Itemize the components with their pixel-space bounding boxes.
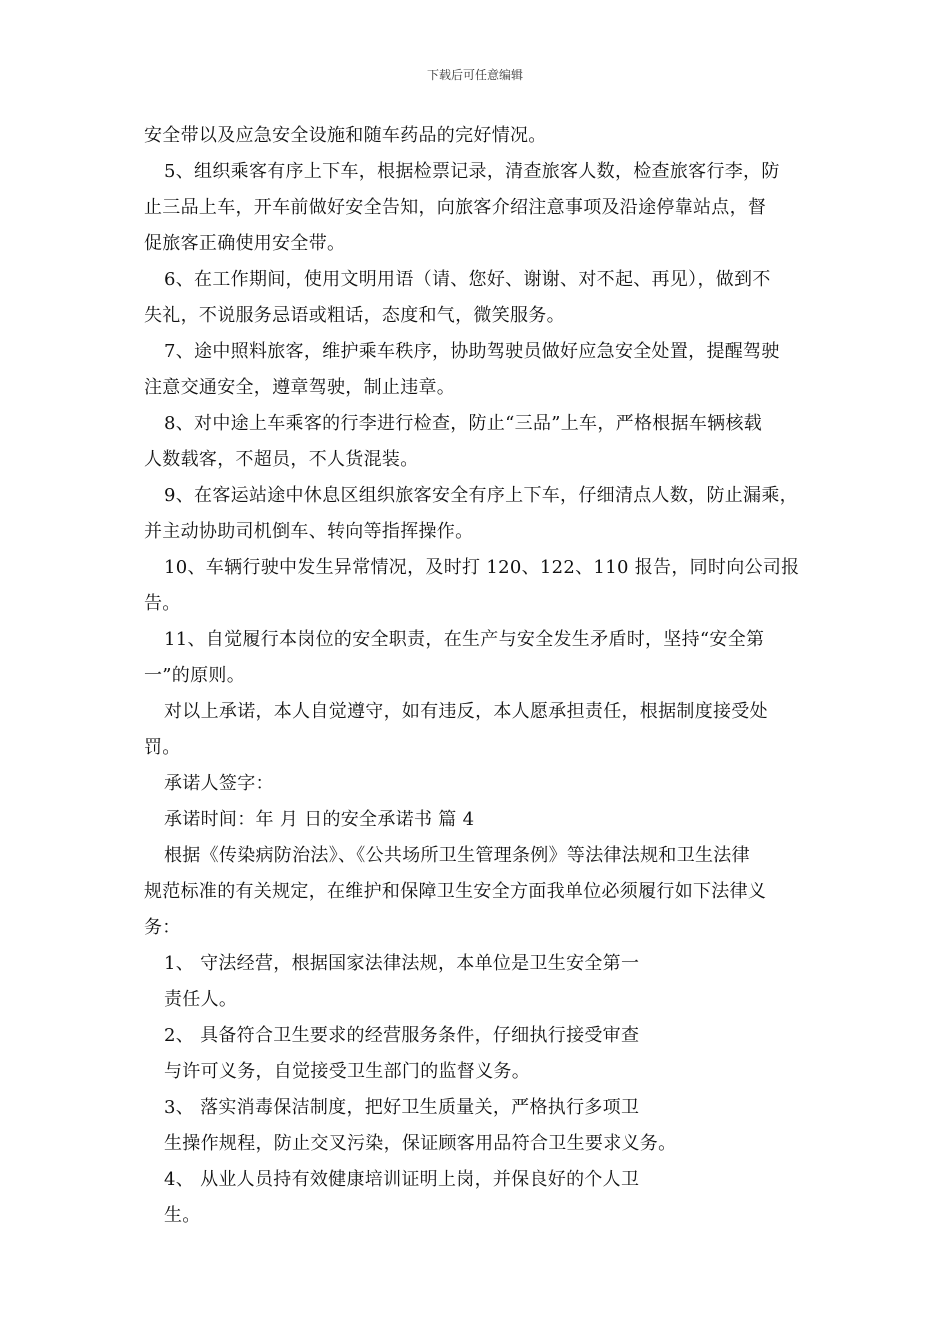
text-line: 对以上承诺，本人自觉遵守，如有违反，本人愿承担责任，根据制度接受处 [164,701,768,722]
text-line: 10、车辆行驶中发生异常情况，及时打 120、122、110 报告，同时向公司报 [164,557,800,578]
text-line: 6、在工作期间，使用文明用语（请、您好、谢谢、对不起、再见），做到不 [164,269,771,290]
text-line: 2、 具备符合卫生要求的经营服务条件，仔细执行接受审查 [164,1025,640,1046]
text-line: 止三品上车，开车前做好安全告知，向旅客介绍注意事项及沿途停靠站点，督 [144,197,767,218]
text-line: 失礼，不说服务忌语或粗话，态度和气，微笑服务。 [144,305,565,326]
text-line: 根据《传染病防治法》、《公共场所卫生管理条例》等法律法规和卫生法律 [164,845,750,866]
text-line: 责任人。 [164,989,238,1010]
text-line: 生操作规程，防止交叉污染，保证顾客用品符合卫生要求义务。 [164,1133,677,1154]
text-line: 务： [144,917,181,938]
text-line: 并主动协助司机倒车、转向等指挥操作。 [144,521,474,542]
text-line: 促旅客正确使用安全带。 [144,233,346,254]
text-line: 承诺人签字： [164,773,274,794]
text-line: 生。 [164,1205,201,1226]
text-line: 1、 守法经营，根据国家法律法规，本单位是卫生安全第一 [164,953,640,974]
text-line: 承诺时间：年 月 日的安全承诺书 篇 4 [164,809,475,830]
text-line: 11、自觉履行本岗位的安全职责，在生产与安全发生矛盾时，坚持“安全第 [164,629,765,650]
text-line: 5、组织乘客有序上下车，根据检票记录，清查旅客人数，检查旅客行李，防 [164,161,780,182]
text-line: 人数载客，不超员，不人货混装。 [144,449,419,470]
text-line: 9、在客运站途中休息区组织旅客安全有序上下车，仔细清点人数，防止漏乘， [164,485,798,506]
text-line: 8、对中途上车乘客的行李进行检查，防止“三品”上车，严格根据车辆核载 [164,413,763,434]
text-line: 4、 从业人员持有效健康培训证明上岗，并保良好的个人卫 [164,1169,640,1190]
text-line: 罚。 [144,737,181,758]
text-line: 一”的原则。 [144,665,246,686]
text-line: 3、 落实消毒保洁制度，把好卫生质量关，严格执行多项卫 [164,1097,640,1118]
text-line: 注意交通安全，遵章驾驶，制止违章。 [144,377,456,398]
text-line: 与许可义务，自觉接受卫生部门的监督义务。 [164,1061,530,1082]
text-line: 安全带以及应急安全设施和随车药品的完好情况。 [144,125,547,146]
text-line: 规范标准的有关规定，在维护和保障卫生安全方面我单位必须履行如下法律义 [144,881,767,902]
text-line: 告。 [144,593,181,614]
text-line: 7、途中照料旅客，维护乘车秩序，协助驾驶员做好应急安全处置，提醒驾驶 [164,341,780,362]
page-header: 下载后可任意编辑 [426,68,523,82]
